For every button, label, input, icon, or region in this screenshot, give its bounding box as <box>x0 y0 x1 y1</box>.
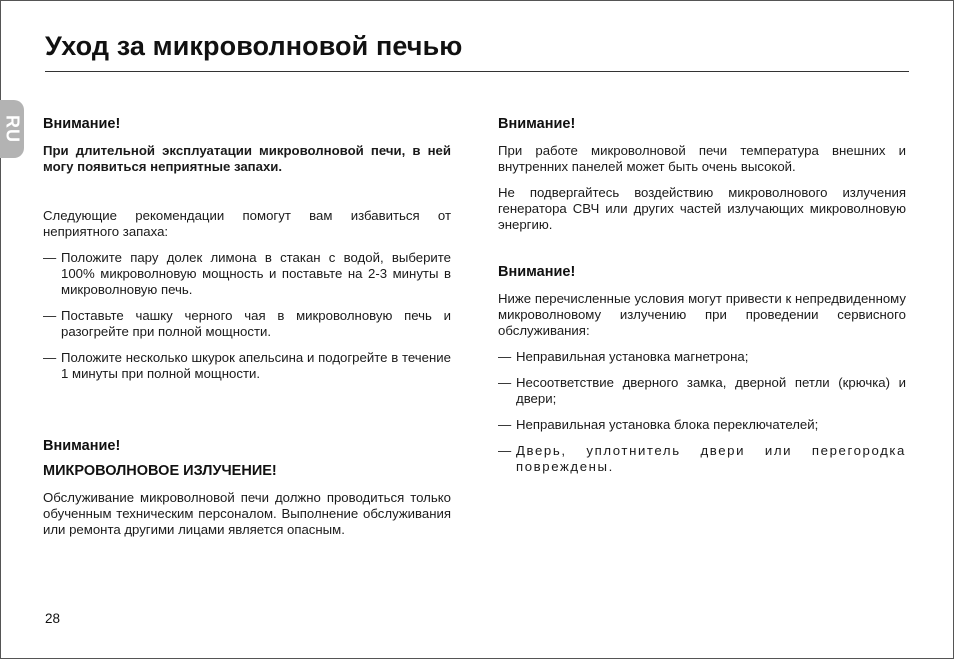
conditions-intro: Ниже перечисленные условия могут привести к непредвиденному микроволновому излучению при проведении сервисного обслуживания: <box>498 291 906 338</box>
left-column-recommendations <box>43 208 451 382</box>
list-item-text: Дверь, уплотнитель двери или перегородка повреждены. <box>516 443 906 474</box>
list-item <box>43 308 451 340</box>
page-title: Уход за микроволновой печью <box>45 31 463 61</box>
left-column-warning-radiation <box>43 438 451 538</box>
list-item-text: Несоответствие дверного замка, дверной петли (крючка) и двери; <box>516 375 906 406</box>
list-item <box>43 350 451 382</box>
recommendations-intro: Следующие рекомендации помогут вам избавиться от неприятного запаха: <box>43 208 451 239</box>
list-item-text: Неправильная установка магнетрона; <box>516 349 749 364</box>
dash-bullet: — <box>498 417 512 432</box>
list-item-text: Положите пару долек лимона в стакан с водой, выберите 100% микроволновую мощность и поставьте на 2-3 минуты в микроволновую печь. <box>61 250 451 297</box>
warning-text: При работе микроволновой печи температура внешних и внутренних панелей может быть очень высокой. <box>498 143 906 174</box>
warning-text: Не подвергайтесь воздействию микроволнового излучения генератора СВЧ или других частей излучающих микроволновую энергию. <box>498 185 906 232</box>
right-column-warning-heat <box>498 116 906 233</box>
dash-bullet: — <box>43 250 57 265</box>
list-item-text: Поставьте чашку черного чая в микроволновую печь и разогрейте при полной мощности. <box>61 308 451 339</box>
list-item <box>498 417 906 433</box>
warning-heading: Внимание! <box>43 438 121 454</box>
title-divider <box>45 71 909 72</box>
list-item-text: Неправильная установка блока переключателей; <box>516 417 819 432</box>
warning-subheading: МИКРОВОЛНОВОЕ ИЗЛУЧЕНИЕ! <box>43 463 277 479</box>
warning-heading: Внимание! <box>43 116 121 132</box>
left-column-warning-odors <box>43 116 451 175</box>
language-tab-label: RU <box>2 115 23 143</box>
warning-heading: Внимание! <box>498 116 576 132</box>
list-item <box>43 250 451 298</box>
page-number: 28 <box>45 611 61 626</box>
right-column-warning-conditions <box>498 264 906 475</box>
list-item-text: Положите несколько шкурок апельсина и подогрейте в течение 1 минуты при полной мощности. <box>61 350 451 381</box>
language-tab <box>0 100 24 158</box>
dash-bullet: — <box>43 350 57 365</box>
warning-text: При длительной эксплуатации микроволновой печи, в ней могу появиться неприятные запахи. <box>43 143 451 174</box>
list-item <box>498 349 906 365</box>
dash-bullet: — <box>498 375 512 390</box>
list-item <box>498 443 906 475</box>
warning-text: Обслуживание микроволновой печи должно проводиться только обученным техническим персоналом. Выполнение обслуживания или ремонта другими лицами является опасным. <box>43 490 451 537</box>
dash-bullet: — <box>498 443 513 458</box>
warning-heading: Внимание! <box>498 264 576 280</box>
dash-bullet: — <box>43 308 57 323</box>
list-item <box>498 375 906 407</box>
dash-bullet: — <box>498 349 512 364</box>
